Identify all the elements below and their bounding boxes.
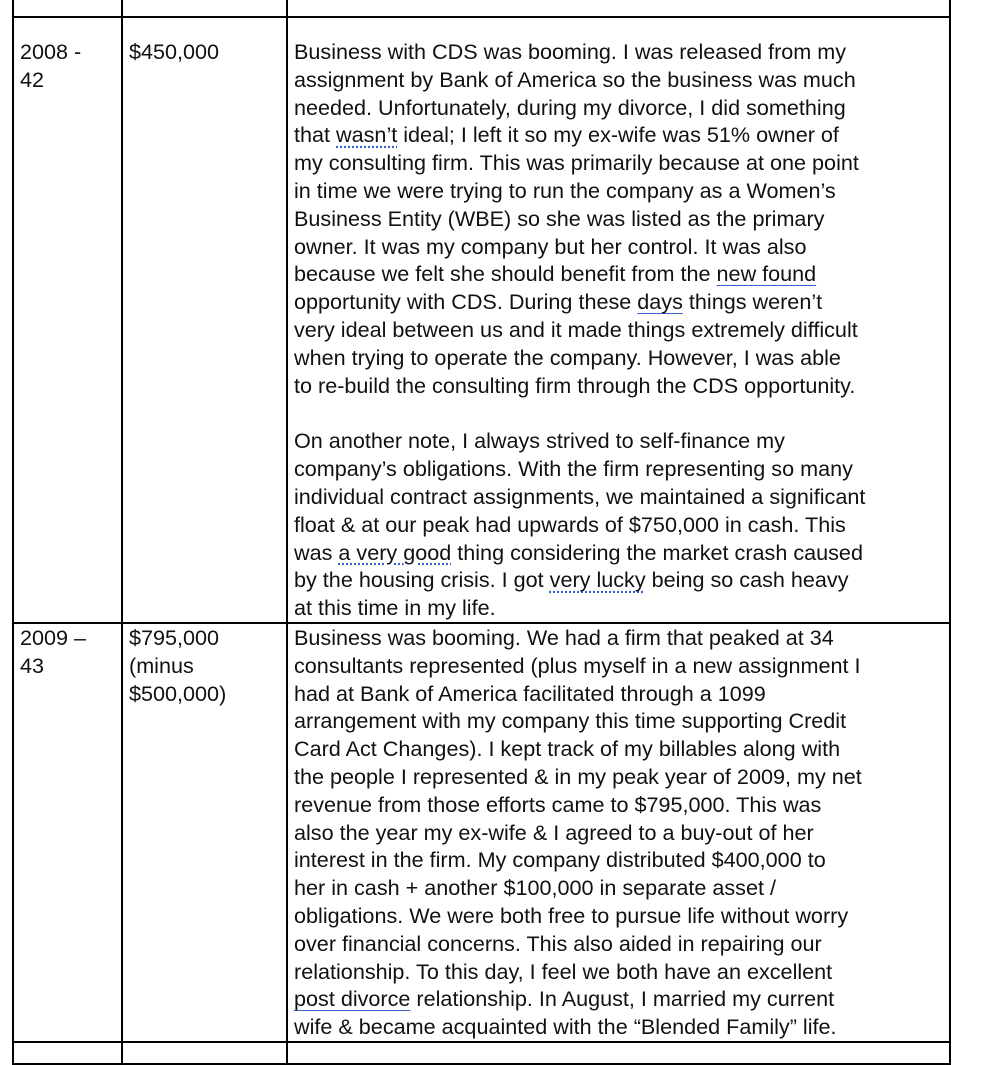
paragraph-gap (294, 399, 943, 427)
year-age-text: 2008 - (20, 39, 82, 64)
amount-text: $500,000) (129, 680, 227, 706)
table-row (13, 623, 950, 1042)
text-line: in time we were trying to run the company as a Women’s (294, 177, 836, 203)
text-line: my consulting firm. This was primarily because at one point (294, 150, 859, 176)
text-line: to re-build the consulting firm through the CDS opportunity. (294, 372, 856, 398)
text-line: also the year my ex-wife & I agreed to a buy-out of her (294, 819, 814, 845)
year-age-cell (13, 17, 122, 623)
text-line: Business with CDS was booming. I was released from my (294, 39, 847, 64)
grammar-flag[interactable]: new found (716, 261, 817, 287)
text-line: consultants represented (plus myself in a new assignment I (294, 652, 861, 678)
table-row (13, 17, 950, 623)
text-line: owner. It was my company but her control. It was also (294, 233, 807, 259)
spelling-flag[interactable]: a very good (338, 539, 452, 565)
text-line: the people I represented & in my peak year of 2009, my net (294, 763, 862, 789)
life-timeline-table (12, 0, 951, 1065)
grammar-flag[interactable]: post divorce (294, 986, 411, 1012)
text-line: Business was booming. We had a firm that peaked at 34 (294, 624, 834, 650)
table-cell (287, 0, 950, 17)
text-line: had at Bank of America facilitated through a 1099 (294, 680, 766, 706)
description-paragraph (294, 624, 943, 1041)
amount-text: $450,000 (129, 39, 220, 64)
table-cell (13, 1042, 122, 1064)
text-line: company’s obligations. With the firm representing so many (294, 456, 853, 482)
text-line: because we felt she should benefit from the new found (294, 261, 817, 287)
table-row-top-partial (13, 0, 950, 17)
text-line: very ideal between us and it made things extremely difficult (294, 316, 858, 342)
text-line: revenue from those efforts came to $795,000. This was (294, 791, 822, 817)
table-cell (13, 0, 122, 17)
description-paragraph (294, 38, 943, 399)
text-line: over financial concerns. This also aided in repairing our (294, 930, 822, 956)
table-cell (287, 1042, 950, 1064)
text-line: interest in the firm. My company distributed $400,000 to (294, 847, 826, 873)
text-line: wife & became acquainted with the “Blended Family” life. (294, 1014, 837, 1040)
year-age-text: 2009 – (20, 624, 87, 650)
text-line: individual contract assignments, we maintained a significant (294, 483, 866, 509)
text-line: On another note, I always strived to self-finance my (294, 428, 785, 454)
table-cell (122, 1042, 287, 1064)
table-row-bottom-partial (13, 1042, 950, 1064)
amount-cell (122, 623, 287, 1042)
text-line: Card Act Changes). I kept track of my billables along with (294, 736, 841, 762)
description-cell (287, 17, 950, 623)
grammar-flag[interactable]: days (637, 289, 683, 315)
year-age-text: 42 (20, 66, 45, 92)
text-line: Business Entity (WBE) so she was listed as the primary (294, 205, 825, 231)
text-line: needed. Unfortunately, during my divorce, I did something (294, 94, 846, 120)
text-line: was a very good thing considering the market crash caused (294, 539, 863, 565)
text-line: at this time in my life. (294, 595, 496, 621)
text-line: obligations. We were both free to pursue life without worry (294, 902, 849, 928)
text-line: assignment by Bank of America so the business was much (294, 66, 856, 92)
text-line: post divorce relationship. In August, I married my current (294, 986, 835, 1012)
amount-text: (minus (129, 652, 194, 678)
text-line: when trying to operate the company. However, I was able (294, 344, 841, 370)
text-line: her in cash + another $100,000 in separate asset / (294, 875, 776, 901)
text-line: float & at our peak had upwards of $750,000 in cash. This (294, 511, 846, 537)
description-cell (287, 623, 950, 1042)
table-body (13, 0, 950, 1064)
text-line: opportunity with CDS. During these days things weren’t (294, 289, 823, 315)
text-line: that wasn’t ideal; I left it so my ex-wife was 51% owner of (294, 122, 839, 148)
year-age-text: 43 (20, 652, 45, 678)
year-age-cell (13, 623, 122, 1042)
table-cell (122, 0, 287, 17)
spelling-flag[interactable]: very lucky (549, 567, 646, 593)
text-line: arrangement with my company this time supporting Credit (294, 708, 847, 734)
text-line: relationship. To this day, I feel we both have an excellent (294, 958, 833, 984)
text-line: by the housing crisis. I got very lucky being so cash heavy (294, 567, 849, 593)
description-paragraph (294, 427, 943, 622)
spelling-flag[interactable]: wasn’t (336, 122, 398, 148)
amount-text: $795,000 (129, 624, 220, 650)
amount-cell (122, 17, 287, 623)
